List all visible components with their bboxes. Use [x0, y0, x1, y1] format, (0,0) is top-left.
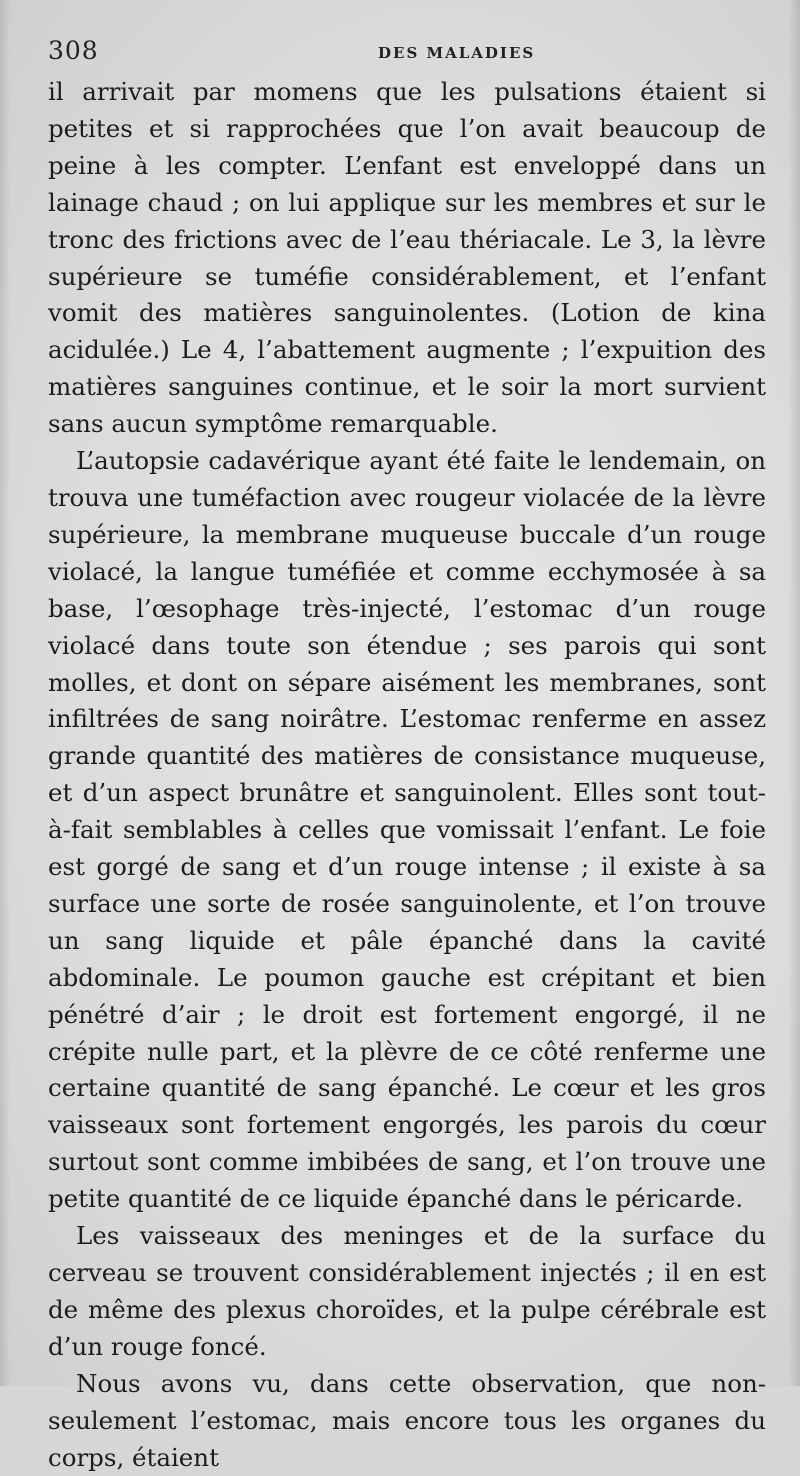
page-number: 308 [48, 36, 99, 65]
page-header [48, 36, 764, 72]
paragraph-4: Nous avons vu, dans cette observation, que non-seulement l’estomac, mais encore tous les organes du corps, étaient [48, 1368, 766, 1472]
scan-shadow-right [788, 0, 800, 1386]
running-head: DES MALADIES [378, 44, 536, 62]
paragraph-1: il arrivait par momens que les pulsations étaient si petites et si rapprochées que l’on avait beaucoup de peine à les compter. L’enfant est enveloppé dans un lainage chaud ; on lui applique sur les membres et sur le tronc des frictions avec de l’eau thériacale. Le 3, la lèvre supérieure se tuméfie considérablement, et l’enfant vomit des matières sanguinolentes. (Lotion de kina acidulée.) Le 4, l’abattement augmente ; l’expuition des matières sanguines continue, et le soir la mort survient sans aucun symptôme remarquable. [48, 77, 766, 439]
scan-shadow-left [0, 0, 10, 1386]
body-text [48, 74, 766, 1476]
paragraph-2: L’autopsie cadavérique ayant été faite le lendemain, on trouva une tuméfaction avec rougeur violacée de la lèvre supérieure, la membrane muqueuse buccale d’un rouge violacé, la langue tuméfiée et comme ecchymosée à sa base, l’œsophage très-injecté, l’estomac d’un rouge violacé dans toute son étendue ; ses parois qui sont molles, et dont on sépare aisément les membranes, sont infiltrées de sang noirâtre. L’estomac renferme en assez grande quantité des matières de consistance muqueuse, et d’un aspect brunâtre et sanguinolent. Elles sont tout-à-fait semblables à celles que vomissait l’enfant. Le foie est gorgé de sang et d’un rouge intense ; il existe à sa surface une sorte de rosée sanguinolente, et l’on trouve un sang liquide et pâle épanché dans la cavité abdominale. Le poumon gauche est crépitant et bien pénétré d’air ; le droit est fortement engorgé, il ne crépite nulle part, et la plèvre de ce côté renferme une certaine quantité de sang épanché. Le cœur et les gros vaisseaux sont fortement engorgés, les parois du cœur surtout sont comme imbibées de sang, et l’on trouve une petite quantité de ce liquide épanché dans le péricarde. [48, 446, 766, 1214]
paragraph-3: Les vaisseaux des meninges et de la surface du cerveau se trouvent considérablement injectés ; il en est de même des plexus choroïdes, et la pulpe cérébrale est d’un rouge foncé. [48, 1221, 766, 1361]
